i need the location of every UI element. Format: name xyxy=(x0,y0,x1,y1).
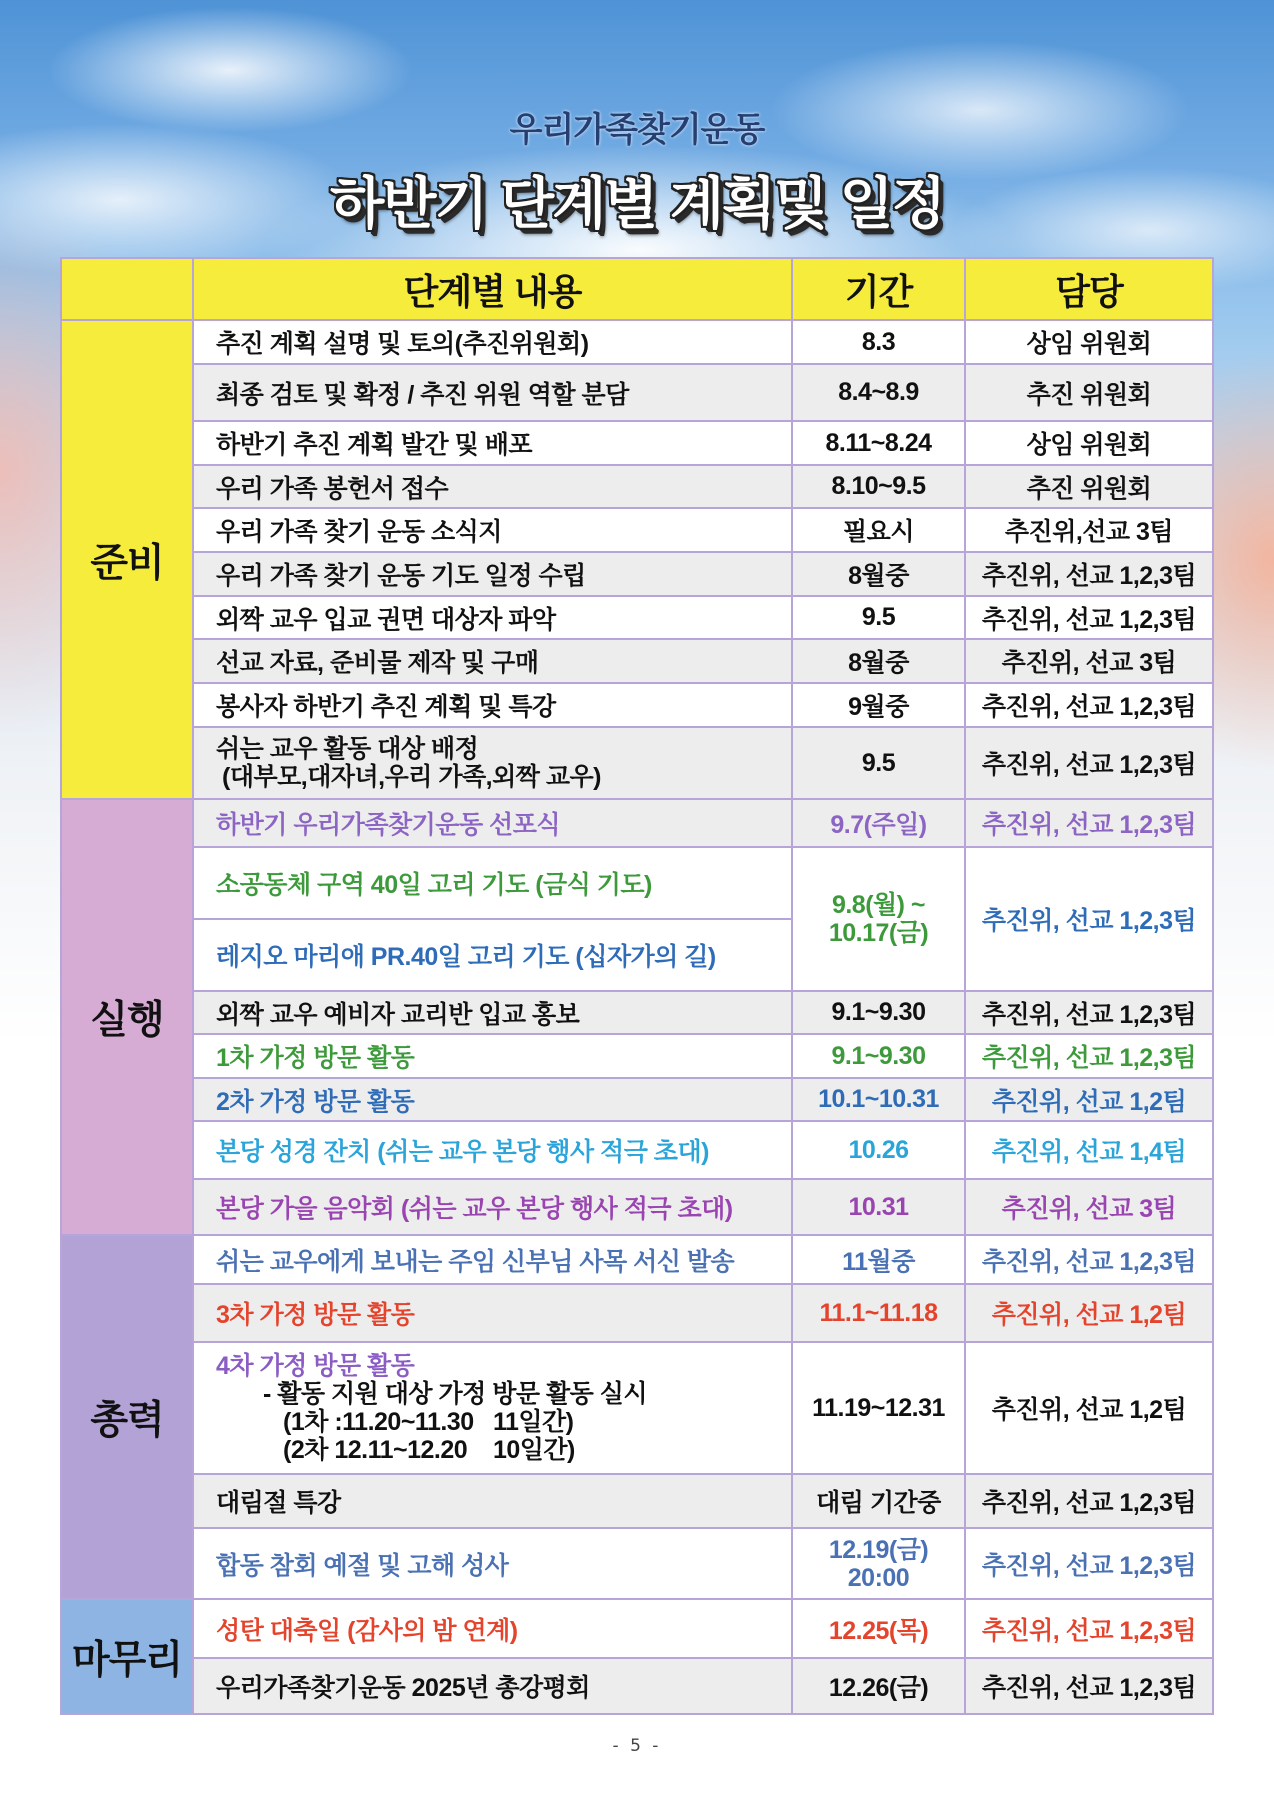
schedule-row xyxy=(61,683,1213,727)
owner-cell: 추진위, 선교 1,2,3팀 xyxy=(965,847,1213,991)
schedule-table xyxy=(60,257,1214,1715)
period-cell: 8.10~9.5 xyxy=(792,465,965,508)
content-detail-text: - 활동 지원 대상 가정 방문 활동 실시 xyxy=(263,1380,648,1408)
owner-cell: 추진위, 선교 1,2,3팀 xyxy=(965,1034,1213,1078)
content-cell: 추진 계획 설명 및 토의(추진위원회) xyxy=(193,320,792,364)
period-end-text: 10.17(금) xyxy=(828,919,929,947)
period-cell: 9월중 xyxy=(792,683,965,727)
schedule-row xyxy=(61,1599,1213,1658)
owner-cell: 상임 위원회 xyxy=(965,421,1213,465)
content-detail-text: (1차 :11.20~11.30 11일간) xyxy=(283,1408,574,1436)
period-cell: 10.1~10.31 xyxy=(792,1078,965,1121)
content-cell: 우리 가족 봉헌서 접수 xyxy=(193,465,792,508)
owner-cell: 추진위, 선교 1,2,3팀 xyxy=(965,1599,1213,1658)
schedule-row xyxy=(61,1034,1213,1078)
content-cell: 대림절 특강 xyxy=(193,1474,792,1528)
owner-cell: 추진위, 선교 1,2팀 xyxy=(965,1342,1213,1474)
header-content-cell: 단계별 내용 xyxy=(193,258,792,320)
owner-cell: 추진위, 선교 1,2팀 xyxy=(965,1078,1213,1121)
schedule-row xyxy=(61,320,1213,364)
owner-cell: 추진위, 선교 3팀 xyxy=(965,639,1213,683)
schedule-row xyxy=(61,1342,1213,1474)
owner-cell: 추진위, 선교 1,2,3팀 xyxy=(965,1528,1213,1599)
owner-cell: 추진위, 선교 1,2,3팀 xyxy=(965,991,1213,1034)
phase-label-execute: 실행 xyxy=(61,799,193,1235)
period-cell: 10.31 xyxy=(792,1179,965,1235)
owner-cell: 상임 위원회 xyxy=(965,320,1213,364)
period-cell: 대림 기간중 xyxy=(792,1474,965,1528)
content-cell: 하반기 우리가족찾기운동 선포식 xyxy=(193,799,792,847)
phase-label-all-out: 총력 xyxy=(61,1235,193,1599)
period-cell: 9.1~9.30 xyxy=(792,1034,965,1078)
period-cell: 10.26 xyxy=(792,1121,965,1179)
period-cell: 12.25(목) xyxy=(792,1599,965,1658)
content-cell: 레지오 마리애 PR.40일 고리 기도 (십자가의 길) xyxy=(193,919,792,991)
owner-cell: 추진위,선교 3팀 xyxy=(965,508,1213,552)
content-cell xyxy=(193,1342,792,1474)
period-cell: 8.11~8.24 xyxy=(792,421,965,465)
content-cell: 본당 가을 음악회 (쉬는 교우 본당 행사 적극 초대) xyxy=(193,1179,792,1235)
schedule-row xyxy=(61,1078,1213,1121)
period-cell xyxy=(792,847,965,991)
schedule-row xyxy=(61,364,1213,421)
header-owner-cell: 담당 xyxy=(965,258,1213,320)
schedule-row xyxy=(61,1658,1213,1714)
schedule-row xyxy=(61,991,1213,1034)
content-cell: 최종 검토 및 확정 / 추진 위원 역할 분담 xyxy=(193,364,792,421)
period-start-text: 9.8(월) ~ xyxy=(831,891,926,919)
content-cell: 성탄 대축일 (감사의 밤 연계) xyxy=(193,1599,792,1658)
schedule-row xyxy=(61,847,1213,919)
content-cell: 3차 가정 방문 활동 xyxy=(193,1284,792,1342)
schedule-row xyxy=(61,727,1213,799)
schedule-row xyxy=(61,1528,1213,1599)
content-cell: 하반기 추진 계획 발간 및 배포 xyxy=(193,421,792,465)
content-detail-text: (2차 12.11~12.20 10일간) xyxy=(283,1436,575,1464)
content-cell: 본당 성경 잔치 (쉬는 교우 본당 행사 적극 초대) xyxy=(193,1121,792,1179)
content-cell: 소공동체 구역 40일 고리 기도 (금식 기도) xyxy=(193,847,792,919)
content-detail-text: (대부모,대자녀,우리 가족,외짝 교우) xyxy=(222,763,601,791)
period-time-text: 20:00 xyxy=(847,1563,910,1592)
period-cell: 9.5 xyxy=(792,596,965,639)
content-cell: 우리가족찾기운동 2025년 총강평회 xyxy=(193,1658,792,1714)
owner-cell: 추진위, 선교 1,2,3팀 xyxy=(965,727,1213,799)
schedule-row xyxy=(61,1474,1213,1528)
schedule-row xyxy=(61,1179,1213,1235)
owner-cell: 추진위, 선교 1,2팀 xyxy=(965,1284,1213,1342)
owner-cell: 추진위, 선교 1,2,3팀 xyxy=(965,552,1213,596)
owner-cell: 추진위, 선교 1,2,3팀 xyxy=(965,596,1213,639)
period-cell: 11.1~11.18 xyxy=(792,1284,965,1342)
period-date-text: 12.19(금) xyxy=(828,1535,929,1564)
content-cell: 1차 가정 방문 활동 xyxy=(193,1034,792,1078)
schedule-row xyxy=(61,639,1213,683)
content-cell: 봉사자 하반기 추진 계획 및 특강 xyxy=(193,683,792,727)
period-cell: 11월중 xyxy=(792,1235,965,1284)
schedule-row xyxy=(61,421,1213,465)
page-number: - 5 - xyxy=(612,1736,662,1756)
header-period-cell: 기간 xyxy=(792,258,965,320)
period-cell: 8.3 xyxy=(792,320,965,364)
page-title: 하반기 단계별 계획및 일정 xyxy=(330,172,944,235)
schedule-row xyxy=(61,1235,1213,1284)
period-cell: 8월중 xyxy=(792,552,965,596)
schedule-row xyxy=(61,799,1213,847)
content-cell: 우리 가족 찾기 운동 기도 일정 수립 xyxy=(193,552,792,596)
owner-cell: 추진위, 선교 1,4팀 xyxy=(965,1121,1213,1179)
owner-cell: 추진위, 선교 1,2,3팀 xyxy=(965,683,1213,727)
owner-cell: 추진위, 선교 1,2,3팀 xyxy=(965,1658,1213,1714)
period-cell xyxy=(792,1528,965,1599)
phase-label-prep: 준비 xyxy=(61,320,193,799)
schedule-row xyxy=(61,508,1213,552)
content-cell: 외짝 교우 입교 권면 대상자 파악 xyxy=(193,596,792,639)
phase-label-wrap-up: 마무리 xyxy=(61,1599,193,1714)
period-cell: 필요시 xyxy=(792,508,965,552)
content-cell: 우리 가족 찾기 운동 소식지 xyxy=(193,508,792,552)
schedule-row xyxy=(61,465,1213,508)
owner-cell: 추진위, 선교 1,2,3팀 xyxy=(965,1474,1213,1528)
schedule-row xyxy=(61,1121,1213,1179)
period-cell: 9.5 xyxy=(792,727,965,799)
owner-cell: 추진 위원회 xyxy=(965,364,1213,421)
content-main-text: 4차 가정 방문 활동 xyxy=(216,1352,415,1380)
period-cell: 8월중 xyxy=(792,639,965,683)
content-cell: 2차 가정 방문 활동 xyxy=(193,1078,792,1121)
period-cell: 8.4~8.9 xyxy=(792,364,965,421)
owner-cell: 추진위, 선교 3팀 xyxy=(965,1179,1213,1235)
content-cell: 합동 참회 예절 및 고해 성사 xyxy=(193,1528,792,1599)
campaign-logo-text: 우리가족찾기운동 xyxy=(509,111,765,149)
content-main-text: 쉬는 교우 활동 대상 배정 xyxy=(216,735,479,763)
period-cell: 12.26(금) xyxy=(792,1658,965,1714)
schedule-row xyxy=(61,1284,1213,1342)
schedule-row xyxy=(61,552,1213,596)
content-cell: 쉬는 교우에게 보내는 주임 신부님 사목 서신 발송 xyxy=(193,1235,792,1284)
content-cell: 선교 자료, 준비물 제작 및 구매 xyxy=(193,639,792,683)
owner-cell: 추진위, 선교 1,2,3팀 xyxy=(965,799,1213,847)
owner-cell: 추진 위원회 xyxy=(965,465,1213,508)
owner-cell: 추진위, 선교 1,2,3팀 xyxy=(965,1235,1213,1284)
header-phase-cell xyxy=(61,258,193,320)
content-cell xyxy=(193,727,792,799)
schedule-row xyxy=(61,596,1213,639)
header-row xyxy=(61,258,1213,320)
period-cell: 11.19~12.31 xyxy=(792,1342,965,1474)
period-cell: 9.7(주일) xyxy=(792,799,965,847)
content-cell: 외짝 교우 예비자 교리반 입교 홍보 xyxy=(193,991,792,1034)
period-cell: 9.1~9.30 xyxy=(792,991,965,1034)
